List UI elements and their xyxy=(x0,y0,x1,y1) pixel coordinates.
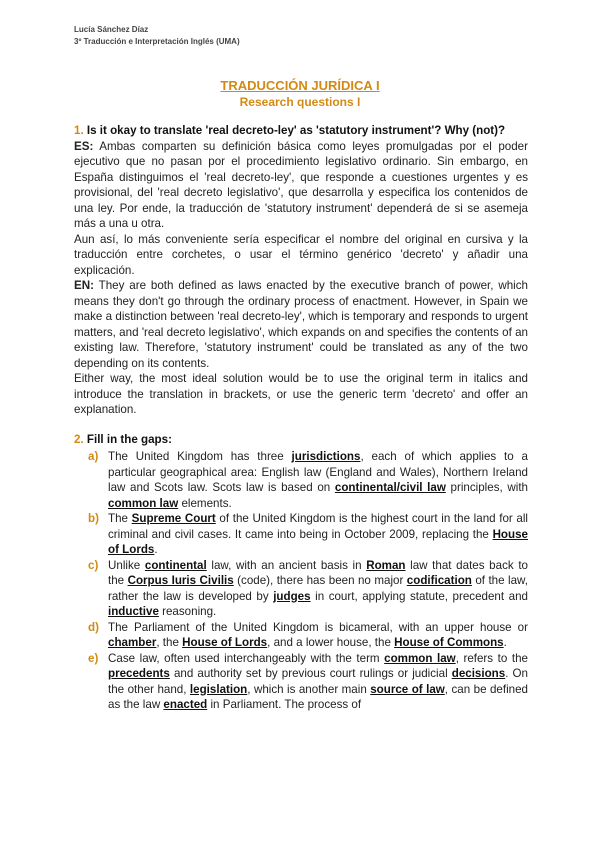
filled-term: Supreme Court xyxy=(131,512,216,525)
item-text: The Parliament of the United Kingdom is bicameral, with an upper house or xyxy=(108,620,528,634)
gap-list xyxy=(74,449,528,713)
filled-term: House of Commons xyxy=(394,636,504,649)
gap-item xyxy=(88,558,528,620)
item-text: reasoning. xyxy=(158,605,217,618)
filled-term: source of law xyxy=(370,682,445,696)
item-text: of the law, rather the law is developed by xyxy=(108,574,528,603)
answer-es-text: Ambas comparten su definición básica como leyes promulgadas por el poder ejecutivo que no pasan por el procedimiento legislativo ordinario. Sin embargo, en España distinguimos el 'real decreto-ley', que responde a cuestiones urgentes y es provisional, del 'real decreto legislativo', que desarrolla y especifica los contenidos de una ley. Por ende, la traducción de 'statutory instrument' dependerá de si se asemeja más a una u otra. xyxy=(74,139,528,230)
filled-term: enacted xyxy=(163,698,208,711)
filled-term: common law xyxy=(108,496,179,510)
course-name: 3º Traducción e Interpretación Inglés (UMA) xyxy=(74,37,240,46)
gap-item xyxy=(88,511,528,558)
filled-term: common law xyxy=(384,651,456,665)
item-text: , and a lower house, the xyxy=(267,636,395,649)
document-title: TRADUCCIÓN JURÍDICA I xyxy=(220,78,380,93)
item-text: Case law, often used interchangeably with the term xyxy=(108,651,385,665)
answer-es xyxy=(74,139,528,232)
filled-term: decisions xyxy=(451,667,506,680)
filled-term: legislation xyxy=(189,682,248,696)
gap-item xyxy=(88,620,528,651)
author-name: Lucía Sánchez Díaz xyxy=(74,25,149,34)
question-text: Fill in the gaps: xyxy=(86,432,172,446)
gap-item xyxy=(88,651,529,713)
question-1 xyxy=(74,123,528,139)
item-text: law, with an ancient basis in xyxy=(206,558,367,572)
filled-term: judges xyxy=(273,589,311,603)
item-letter: b) xyxy=(88,512,99,525)
document-subtitle: Research questions I xyxy=(239,95,361,109)
item-text: Unlike xyxy=(108,558,145,572)
filled-term: precedents xyxy=(108,667,170,680)
question-number: 1. xyxy=(74,124,84,137)
language-label-en: EN: xyxy=(74,279,94,292)
question-text: Is it okay to translate 'real decreto-ley' as 'statutory instrument'? Why (not)? xyxy=(86,124,506,137)
answer-en xyxy=(74,278,528,371)
answer-es-2: Aun así, lo más conveniente sería especificar el nombre del original en cursiva y la traducción entre corchetes, o usar el término genérico 'decreto' y añadir una explicación. xyxy=(74,232,528,277)
item-text: . On the other hand, xyxy=(108,667,528,696)
item-letter: c) xyxy=(88,558,99,572)
language-label-es: ES: xyxy=(74,139,94,153)
item-text: and authority set by previous court rulings or judicial xyxy=(169,667,452,680)
filled-term: jurisdictions xyxy=(291,450,361,463)
item-letter: d) xyxy=(88,620,99,634)
answer-en-text: They are both defined as laws enacted by the executive branch of power, which means they don't go through the ordinary process of enactment. However, in Spain we make a distinction between 'real decreto-ley', which is temporary and responds to urgent matters, and 'real decreto legislativo', which expands on and specifies the contents of an existing law. Therefore, 'statutory instrument' could be translated as any of the two depending on its contents. xyxy=(74,279,529,370)
filled-term: House of Lords xyxy=(182,636,268,649)
filled-term: continental/civil law xyxy=(334,481,446,494)
item-text: in Parliament. The process of xyxy=(207,698,362,711)
answer-en-2: Either way, the most ideal solution would be to use the original term in italics and introduce the translation in brackets, or use the generic term 'decreto' and offer an explanation. xyxy=(74,372,528,416)
gap-item xyxy=(88,449,528,511)
item-text: , each of which applies to a particular geographical area: English law (England and Wales), Northern Ireland law and Scots law. Scots law is based on xyxy=(108,450,528,494)
document-header xyxy=(74,24,240,48)
filled-term: Corpus Iuris Civilis xyxy=(127,574,234,587)
filled-term: codification xyxy=(406,574,472,587)
item-text: of the United Kingdom is the highest court in the land for all criminal and civil cases. It came into being in October 2009, replacing the xyxy=(108,512,528,541)
item-text: in court, applying statute, precedent and xyxy=(310,589,528,603)
item-letter: e) xyxy=(88,651,99,665)
question-2 xyxy=(74,432,528,448)
question-number: 2. xyxy=(74,432,84,446)
item-text: , which is another main xyxy=(247,682,371,696)
item-text: (code), there has been no major xyxy=(233,574,407,587)
item-text: principles, with xyxy=(445,481,528,494)
filled-term: inductive xyxy=(108,605,159,618)
item-text: , can be defined as the law xyxy=(108,682,529,711)
item-text: . xyxy=(154,543,158,556)
item-text: The xyxy=(108,512,132,525)
item-text: law that dates back to the xyxy=(108,558,528,587)
filled-term: House of Lords xyxy=(108,527,528,556)
item-text: , refers to the xyxy=(455,651,528,665)
filled-term: continental xyxy=(144,558,207,572)
document-body xyxy=(74,123,528,713)
item-text: , the xyxy=(156,636,183,649)
filled-term: chamber xyxy=(108,636,157,649)
item-letter: a) xyxy=(88,450,99,463)
item-text: elements. xyxy=(178,496,232,510)
item-text: . xyxy=(503,636,507,649)
filled-term: Roman xyxy=(366,558,406,572)
item-text: The United Kingdom has three xyxy=(108,450,292,463)
